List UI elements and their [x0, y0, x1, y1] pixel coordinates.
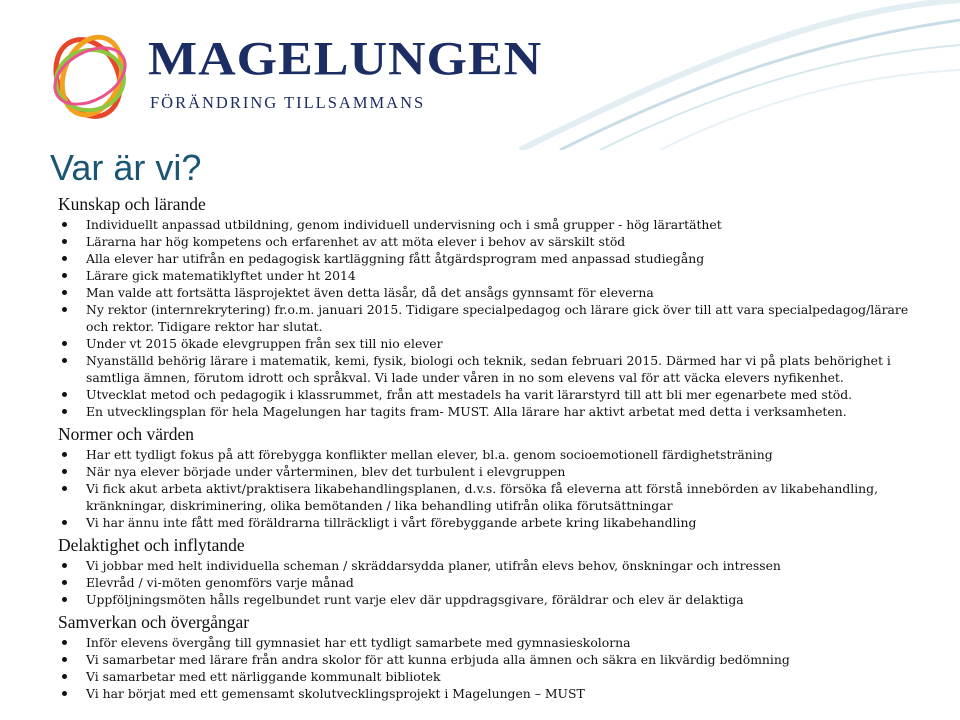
- slide-title: Var är vi?: [50, 147, 202, 188]
- bullet-icon: [62, 452, 67, 457]
- bullet-icon: [62, 341, 67, 346]
- list-item: Nyanställd behörig lärare i matematik, kemi, fysik, biologi och teknik, sedan februari 2015. Därmed har vi på plats behörighet i samtliga ämnen, förutom idrott och språkval. Vi lade under våren in no som elevens val för att väcka elevers nyfikenhet.: [58, 352, 918, 386]
- bullet-icon: [62, 392, 67, 397]
- list-item: Inför elevens övergång till gymnasiet har ett tydligt samarbete med gymnasieskolorna: [58, 634, 918, 651]
- bullet-icon: [62, 580, 67, 585]
- list-item: En utvecklingsplan för hela Magelungen har tagits fram- MUST. Alla lärare har aktivt arbetat med detta i verksamheten.: [58, 403, 918, 420]
- bullet-icon: [62, 597, 67, 602]
- bullet-icon: [62, 640, 67, 645]
- section-heading: Delaktighet och inflytande: [58, 535, 245, 555]
- section-delaktighet: [58, 533, 918, 608]
- list-item: Vi samarbetar med ett närliggande kommunalt bibliotek: [58, 668, 918, 685]
- bullet-icon: [62, 307, 67, 312]
- section-heading: Samverkan och övergångar: [58, 612, 250, 632]
- list-item: Ny rektor (internrekrytering) fr.o.m. januari 2015. Tidigare specialpedagog och lärare gick över till att vara specialpedagog/lärare och rektor. Tidigare rektor har slutat.: [58, 301, 918, 335]
- bullet-icon: [62, 674, 67, 679]
- section-normer: [58, 422, 918, 531]
- bullet-icon: [62, 409, 67, 414]
- bullet-icon: [62, 358, 67, 363]
- list-item: Alla elever har utifrån en pedagogisk kartläggning fått åtgärdsprogram med anpassad studiegång: [58, 250, 918, 267]
- magelungen-logo-icon: [40, 26, 140, 126]
- bullet-icon: [62, 469, 67, 474]
- slide-content: [58, 192, 918, 704]
- brand-tagline: FÖRÄNDRING TILLSAMMANS: [150, 93, 426, 112]
- list-item: Utvecklat metod och pedagogik i klassrummet, från att mestadels ha varit lärarstyrd till att bli mer egenarbete med stöd.: [58, 386, 918, 403]
- list-item: Vi fick akut arbeta aktivt/praktisera likabehandlingsplanen, d.v.s. försöka få eleverna att förstå innebörden av likabehandling, kränkningar, diskriminering, olika bemötanden / lika behandling utifrån olika förutsättningar: [58, 480, 918, 514]
- brand-name: MAGELUNGEN: [148, 33, 543, 86]
- bullet-icon: [62, 239, 67, 244]
- bullet-icon: [62, 222, 67, 227]
- section-heading: Kunskap och lärande: [58, 194, 206, 214]
- bullet-list: [58, 216, 918, 420]
- list-item: Uppföljningsmöten hålls regelbundet runt varje elev där uppdragsgivare, föräldrar och elev är delaktiga: [58, 591, 918, 608]
- bullet-list: [58, 634, 918, 702]
- bullet-icon: [62, 256, 67, 261]
- bullet-icon: [62, 520, 67, 525]
- list-item: Lärare gick matematiklyftet under ht 2014: [58, 267, 918, 284]
- list-item: Har ett tydligt fokus på att förebygga konflikter mellan elever, bl.a. genom socioemotionell färdighetsträning: [58, 446, 918, 463]
- section-samverkan: [58, 610, 918, 702]
- list-item: Vi jobbar med helt individuella scheman / skräddarsydda planer, utifrån elevs behov, önskningar och intressen: [58, 557, 918, 574]
- list-item: Lärarna har hög kompetens och erfarenhet av att möta elever i behov av särskilt stöd: [58, 233, 918, 250]
- list-item: Vi samarbetar med lärare från andra skolor för att kunna erbjuda alla ämnen och säkra en likvärdig bedömning: [58, 651, 918, 668]
- list-item: När nya elever började under vårterminen, blev det turbulent i elevgruppen: [58, 463, 918, 480]
- list-item: Individuellt anpassad utbildning, genom individuell undervisning och i små grupper - hög lärartäthet: [58, 216, 918, 233]
- bullet-icon: [62, 486, 67, 491]
- list-item: Vi har ännu inte fått med föräldrarna tillräckligt i vårt förebyggande arbete kring likabehandling: [58, 514, 918, 531]
- bullet-list: [58, 557, 918, 608]
- section-heading: Normer och värden: [58, 424, 195, 444]
- bullet-icon: [62, 273, 67, 278]
- bullet-icon: [62, 563, 67, 568]
- bullet-list: [58, 446, 918, 531]
- list-item: Under vt 2015 ökade elevgruppen från sex till nio elever: [58, 335, 918, 352]
- section-kunskap: [58, 192, 918, 420]
- bullet-icon: [62, 290, 67, 295]
- bullet-icon: [62, 691, 67, 696]
- list-item: Man valde att fortsätta läsprojektet även detta läsår, då det ansågs gynnsamt för eleverna: [58, 284, 918, 301]
- list-item: Vi har börjat med ett gemensamt skolutvecklingsprojekt i Magelungen – MUST: [58, 685, 918, 702]
- bullet-icon: [62, 657, 67, 662]
- list-item: Elevråd / vi-möten genomförs varje månad: [58, 574, 918, 591]
